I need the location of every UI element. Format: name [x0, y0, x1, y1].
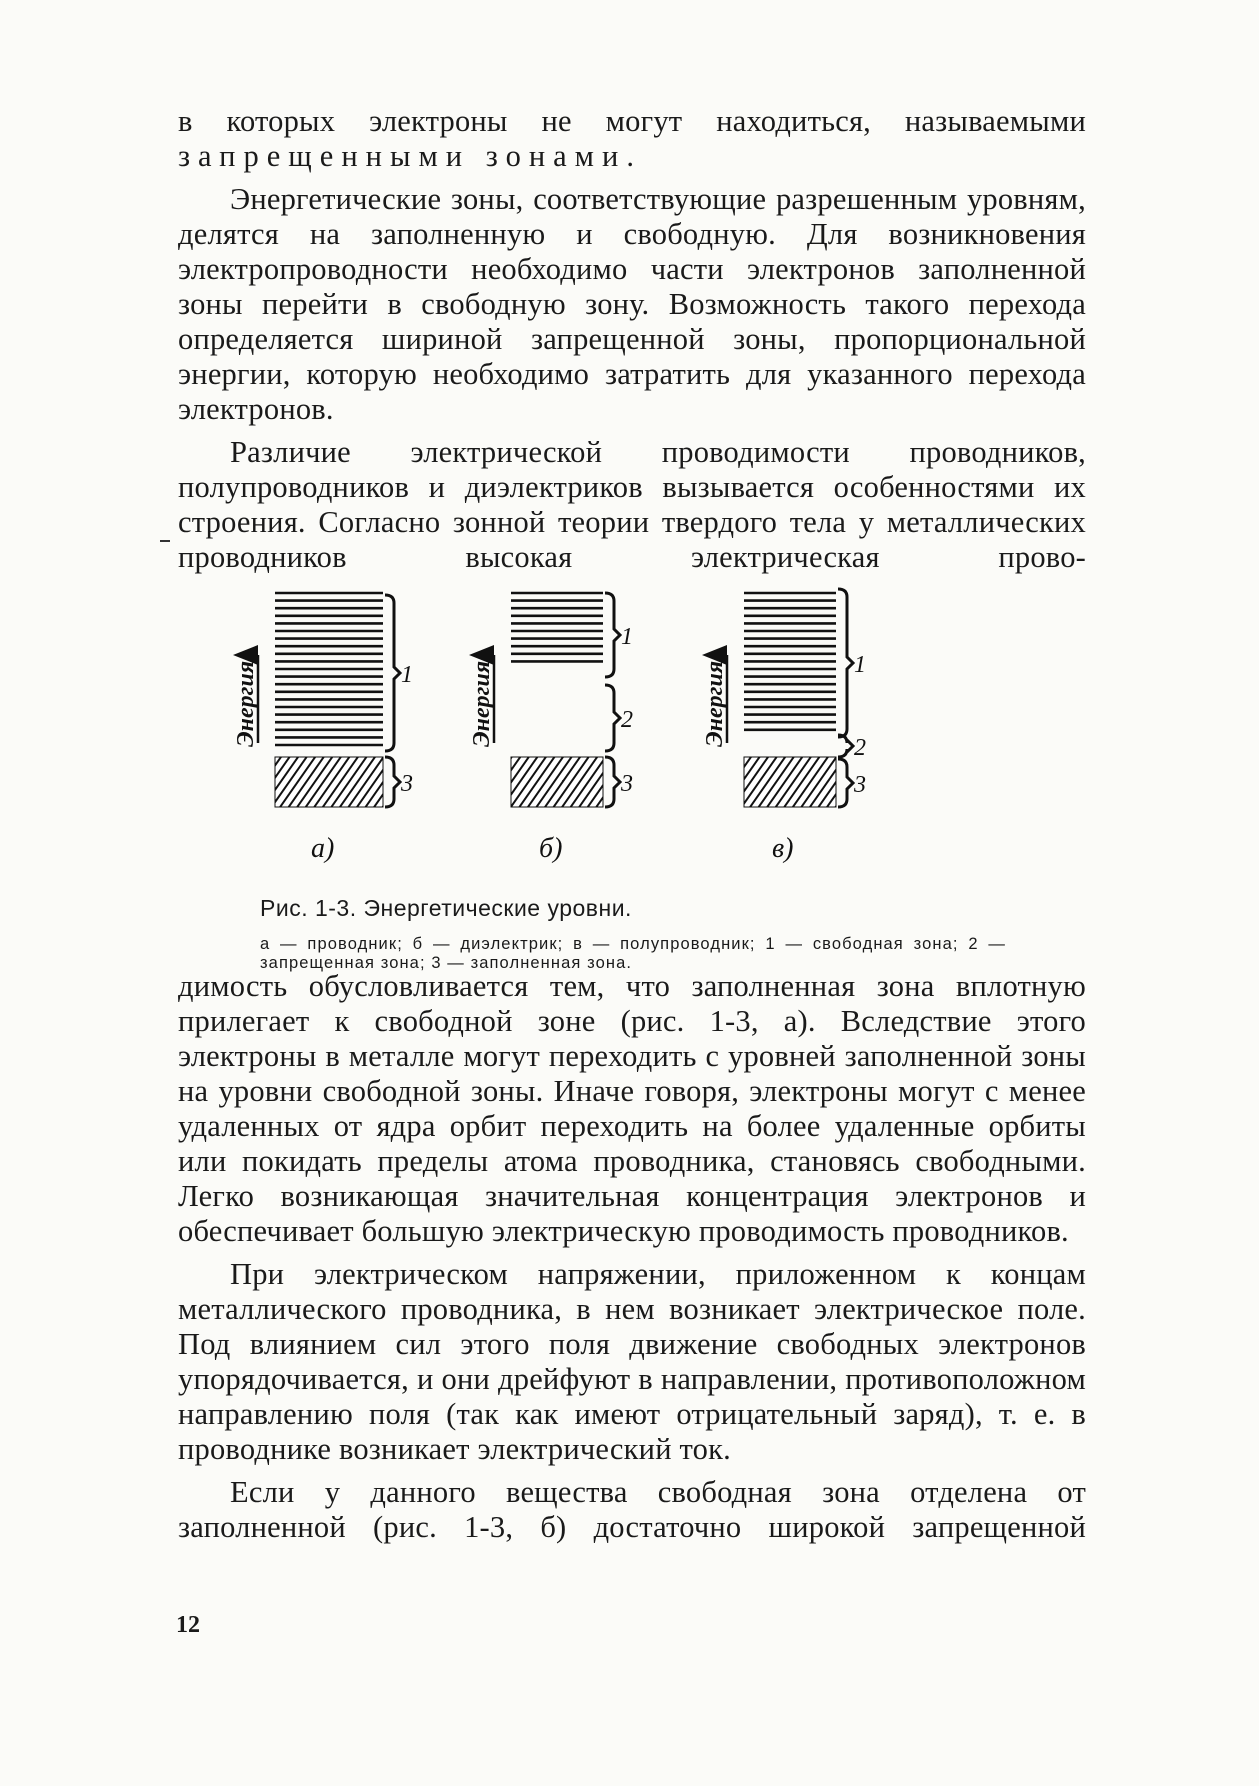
- panel-3: [702, 589, 866, 864]
- brace-filled-zone: [385, 757, 400, 807]
- figure-caption-legend: а — проводник; б — диэлектрик; в — полупроводник; 1 — свободная зона; 2 — запрещенная зона; 3 — заполненная зона.: [260, 935, 1006, 972]
- energy-axis-label: Энергия: [702, 660, 728, 747]
- paragraph-6: Если у данного вещества свободная зона отделена от заполненной (рис. 1-3, б) достаточно широкой запрещенной: [178, 1475, 1086, 1544]
- brace-filled-zone: [605, 757, 620, 807]
- brace-filled-zone: [838, 759, 853, 807]
- filled-zone-hatch: [744, 757, 836, 807]
- free-zone-levels: [275, 593, 383, 745]
- zone-number-label: 1: [621, 624, 633, 650]
- energy-diagram: [178, 585, 1086, 885]
- zone-number-label: 3: [854, 772, 866, 798]
- panel-2: [469, 593, 633, 864]
- panel-letter-label: в): [772, 833, 794, 864]
- brace-free-zone: [385, 595, 400, 751]
- brace-forbidden-zone: [605, 685, 620, 751]
- filled-zone-hatch: [511, 757, 603, 807]
- figure-caption-title: Рис. 1-3. Энергетические уровни.: [260, 895, 632, 921]
- zone-number-label: 1: [854, 652, 866, 678]
- paragraph-3: Различие электрической проводимости проводников, полупроводников и диэлектриков вызывается особенностями их строения. Согласно зонной теории твердого тела у металлических проводников высокая электрическая прово-: [178, 435, 1086, 574]
- panel-1: [233, 593, 413, 864]
- figure-energy-levels: [178, 585, 1086, 972]
- panel-letter-label: а): [311, 833, 335, 864]
- zone-number-label: 1: [401, 662, 413, 688]
- page-number: 12: [176, 1612, 200, 1638]
- paragraph-5: При электрическом напряжении, приложенном к концам металлического проводника, в нем возникает электрическое поле. Под влиянием сил этого поля движение свободных электронов упорядочивается, и они дрейфуют в направлении, противоположном направлению поля (так как имеют отрицательный заряд), т. е. в проводнике возникает электрический ток.: [178, 1257, 1086, 1466]
- filled-zone-hatch: [275, 757, 383, 807]
- free-zone-levels: [511, 593, 603, 661]
- paragraph-2: Энергетические зоны, соответствующие разрешенным уровням, делятся на заполненную и свободную. Для возникновения электропроводности необходимо части электронов заполненной зоны перейти в свободную зону. Возможность такого перехода определяется шириной запрещенной зоны, пропорциональной энергии, которую необходимо затратить для указанного перехода электронов.: [178, 182, 1086, 426]
- energy-axis-label: Энергия: [233, 660, 259, 747]
- zone-number-label: 3: [401, 771, 413, 797]
- zone-number-label: 2: [854, 735, 866, 761]
- zone-number-label: 2: [621, 707, 633, 733]
- paragraph-1: в которых электроны не могут находиться, называемыми запрещенными зонами.: [178, 104, 1086, 173]
- page-content: [178, 104, 1086, 1545]
- panel-letter-label: б): [539, 833, 563, 864]
- energy-axis-label: Энергия: [469, 660, 495, 747]
- margin-mark: [160, 540, 170, 542]
- paragraph-4: димость обусловливается тем, что заполненная зона вплотную прилегает к свободной зоне (рис. 1-3, а). Вследствие этого электроны в металле могут переходить с уровней заполненной зоны на уровни свободной зоны. Иначе говоря, электроны могут с менее удаленных от ядра орбит переходить на более удаленные орбиты или покидать пределы атома проводника, становясь свободными. Легко возникающая значительная концентрация электронов и обеспечивает большую электрическую проводимость проводников.: [178, 969, 1086, 1248]
- brace-free-zone: [605, 593, 620, 677]
- brace-free-zone: [838, 589, 853, 737]
- zone-number-label: 3: [621, 771, 633, 797]
- free-zone-levels: [744, 593, 836, 730]
